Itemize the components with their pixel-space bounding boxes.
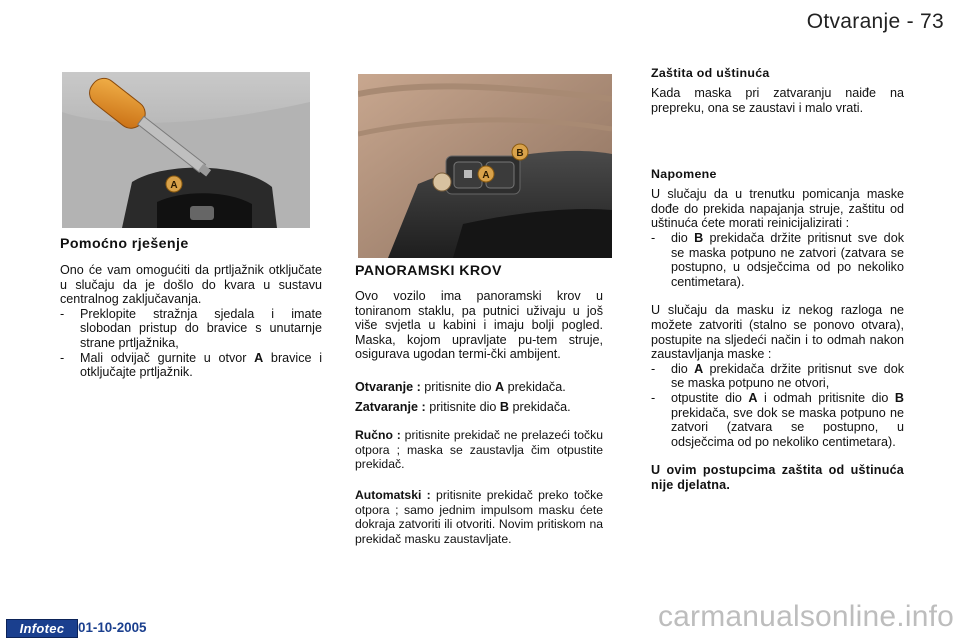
notes-steps (651, 231, 904, 289)
right-column (651, 66, 904, 492)
roof-switch-drawing (358, 74, 612, 258)
reinit-intro: U slučaju da masku iz nekog razloga ne možete zatvoriti (stalno se ponovo otvara), postupite na sljedeći način i to odmah nakon zaustavljanja maske : (651, 303, 904, 362)
list-item: - Preklopite stražnja sjedala i imate slobodan pristup do bravice s unutarnje strane prtljažnika, (60, 306, 322, 350)
list-item: - dio B prekidača držite pritisnut sve dok se maska potpuno ne zatvori (zatvara se postupno, u odsječcima od po nekoliko centimetara). (651, 230, 904, 289)
emergency-steps (60, 307, 322, 380)
anti-pinch-text: Kada maska pri zatvaranju naiđe na prepreku, ona se zaustavi i malo vrati. (651, 86, 904, 115)
warning-text: U ovim postupcima zaštita od uštinuća nije djelatna. (651, 463, 904, 492)
notes-intro: U slučaju da u trenutku pomicanja maske dođe do prekida napajanja struje, zaštitu od uštinuća ćete morati reinicijalizirati : (651, 187, 904, 231)
roof-intro: Ovo vozilo ima panoramski krov u toniranom staklu, pa putnici uživaju u još više svjetla u kabini i imaju bolji pogled. Maska, kojom upravljate pu-tem struje, osigurava ugodan termi-čki ambijent. (355, 289, 603, 362)
trunk-lock-drawing (62, 72, 310, 228)
list-item: - otpustite dio A i odmah pritisnite dio B prekidača, sve dok se maska potpuno ne zatvori (zatvara se postupno, u odsječcima od po nekoliko centimetara). (651, 390, 904, 449)
page-title: Otvaranje - 73 (806, 10, 944, 33)
roof-manual: Ručno : pritisnite prekidač ne prelazeći točku otpora ; maska se zaustavlja čim otpustite prekidač. (355, 428, 603, 472)
reinit-steps (651, 362, 904, 450)
footer-date: 01-10-2005 (78, 620, 147, 635)
middle-column (355, 263, 603, 546)
section-heading-emergency: Pomoćno rješenje (60, 236, 189, 252)
section-heading-notes: Napomene (651, 167, 717, 182)
left-column (60, 236, 322, 380)
figure-label-a: A (170, 180, 178, 191)
section-heading-panoramic-roof: PANORAMSKI KROV (355, 263, 502, 279)
roof-closing: Zatvaranje : pritisnite dio B prekidača. (355, 399, 571, 414)
roof-automatic: Automatski : pritisnite prekidač preko točke otpora ; samo jednim impulsom masku ćete dokraja zatvoriti ili otvoriti. Novim pritiskom na prekidač masku zaustavljate. (355, 487, 604, 546)
list-item: - Mali odvijač gurnite u otvor A bravice i otključajte prtljažnik. (60, 350, 322, 380)
section-heading-anti-pinch: Zaštita od uštinuća (651, 66, 770, 80)
infotec-logo: Infotec (6, 619, 78, 638)
figure-label-a: A (482, 170, 490, 181)
roof-opening: Otvaranje : pritisnite dio A prekidača. (355, 379, 566, 394)
roof-switch-illustration (358, 74, 612, 258)
emergency-intro: Ono će vam omogućiti da prtljažnik otključate u slučaju da je došlo do kvara u sustavu centralnog zaključavanja. (60, 263, 322, 307)
figure-label-b: B (516, 148, 524, 159)
list-item: - dio A prekidača držite pritisnut sve dok se maska potpuno ne otvori, (651, 361, 904, 391)
trunk-lock-illustration (62, 72, 310, 228)
watermark: carmanualsonline.info (657, 600, 954, 633)
